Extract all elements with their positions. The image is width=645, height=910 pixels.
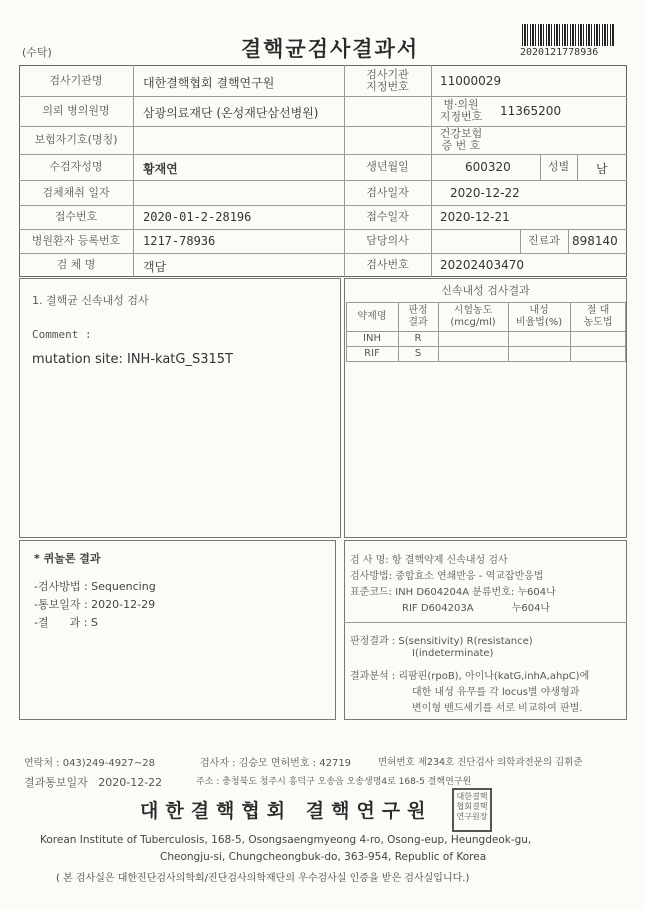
certification-text: ( 본 검사실은 대한진단검사의학회/진단검사의학재단의 우수검사실 인증을 받은 검사실입니다.) — [56, 873, 470, 884]
barcode-number: 2020121778936 — [520, 47, 599, 58]
specimen-value: 객담 — [143, 260, 167, 274]
receipt-number-label: 접수번호 — [54, 210, 98, 223]
analysis-text-2: 대한 내성 유무를 각 locus별 야생형과 — [412, 687, 580, 698]
document-title: 결핵균검사결과서 — [240, 36, 420, 61]
header-proportion: 내성 비율법(%) — [515, 305, 563, 328]
result-cell: S — [414, 348, 422, 359]
english-address-1: Korean Institute of Tuberculosis, 168-5, Osongsaengmyeong 4-ro, Osong-eup, Heungdeok-gu, — [40, 834, 532, 846]
birth-date-value: 600320 — [465, 160, 511, 174]
copy-label: (수탁) — [22, 46, 52, 59]
english-address-2: Cheongju-si, Chungcheongbuk-do, 363-954, Republic of Korea — [160, 851, 487, 863]
drug-cell: INH — [363, 333, 381, 344]
patient-name-value: 황재연 — [143, 162, 178, 176]
test-number-label: 검사번호 — [366, 258, 409, 271]
sex-label: 성별 — [547, 160, 570, 173]
sex-value: 남 — [596, 162, 608, 176]
specimen-label: 검 체 명 — [56, 258, 96, 271]
method-code-inh: 표준코드: INH D604204A 분류번호: 누604나 — [350, 587, 556, 598]
method-test-name: 검 사 명: 항 결핵약제 신속내성 검사 — [350, 555, 508, 566]
section-title: 1. 결핵균 신속내성 검사 — [32, 294, 149, 307]
quinolone-result: -결 과 : S — [34, 616, 98, 629]
collect-date-label: 검체채취 일자 — [42, 186, 110, 199]
hospital-code-value: 11365200 — [500, 104, 562, 118]
quinolone-title: * 퀴놀론 결과 — [34, 552, 101, 565]
receipt-date-label: 접수일자 — [366, 210, 409, 223]
license-text: 면허번호 제234호 진단검사 의학과전문의 김휘준 — [378, 757, 583, 768]
mutation-site-text: mutation site: INH-katG_S315T — [32, 352, 233, 367]
test-number-value: 20202403470 — [440, 258, 524, 272]
examiner-text: 검사자 : 김승모 면허번호 : 42719 — [200, 758, 352, 769]
comment-label: Comment : — [32, 328, 92, 341]
resistance-comment-panel — [19, 278, 341, 538]
insurer-label: 보험자기호(명칭) — [34, 133, 118, 146]
department-label: 진료과 — [528, 234, 560, 247]
lab-code-label: 검사기관 지정번호 — [366, 68, 409, 93]
department-value: 898140 — [572, 234, 618, 248]
quinolone-method: -검사방법 : Sequencing — [34, 580, 156, 593]
insurance-card-label: 건강보험 증 번 호 — [439, 127, 483, 152]
analysis-text-3: 변이형 밴드세기를 서로 비교하여 판별. — [412, 703, 583, 714]
address-text: 주소 : 충청북도 청주시 흥덕구 오송읍 오송생명4로 168-5 결핵연구원 — [196, 777, 472, 787]
quinolone-report-date: -통보일자 : 2020-12-29 — [34, 598, 156, 611]
hospital-code-label: 병·의원 지정번호 — [439, 98, 483, 123]
receipt-date-value: 2020-12-21 — [440, 210, 510, 224]
patient-name-label: 수검자성명 — [49, 160, 103, 173]
lab-name-label: 검사기관명 — [49, 74, 103, 87]
analysis-text-1: 결과분석 : 리팜핀(rpoB), 아이나(katG,inhA,ahpC)에 — [350, 671, 590, 682]
drug-cell: RIF — [364, 348, 380, 359]
hospital-name-label: 의뢰 병의원명 — [42, 104, 110, 117]
method-technique: 검사방법: 중합효소 연쇄반응 - 역교잡반응법 — [350, 571, 544, 582]
patient-registration-value: 1217-78936 — [143, 234, 216, 248]
method-code-rif: RIF D604203A 누604나 — [402, 603, 551, 614]
test-date-value: 2020-12-22 — [450, 186, 520, 200]
official-seal-icon: 대한결핵협회결핵연구원장 — [452, 788, 492, 832]
report-date-text: 결과통보일자 2020-12-22 — [24, 776, 163, 789]
result-cell: R — [414, 333, 422, 344]
result-table-title: 신속내성 검사결과 — [441, 284, 530, 297]
header-absolute: 절 대 농도법 — [583, 305, 613, 328]
test-date-label: 검사일자 — [366, 186, 409, 199]
judgement-text: 판정결과 : S(sensitivity) R(resistance) — [350, 636, 533, 647]
hospital-name-value: 삼광의료재단 (온성재단삼선병원) — [143, 106, 319, 120]
quinolone-panel — [19, 540, 336, 720]
lab-name-value: 대한결핵협회 결핵연구원 — [143, 76, 275, 90]
organization-name: 대한결핵협회 결핵연구원 — [140, 800, 433, 822]
receipt-number-value: 2020-01-2-28196 — [143, 210, 252, 224]
header-drug: 약제명 — [357, 311, 387, 322]
header-concentration: 시험농도 (mcg/ml) — [450, 305, 496, 328]
contact-text: 연락처 : 043)249-4927~28 — [24, 758, 155, 769]
birth-date-label: 생년월일 — [366, 160, 409, 173]
doctor-label: 담당의사 — [366, 234, 409, 247]
lab-code-value: 11000029 — [440, 74, 502, 88]
barcode-icon — [522, 24, 614, 46]
patient-registration-label: 병원환자 등록번호 — [31, 234, 121, 247]
judgement-text-2: I(indeterminate) — [412, 648, 494, 659]
header-result: 판정 결과 — [408, 305, 428, 328]
